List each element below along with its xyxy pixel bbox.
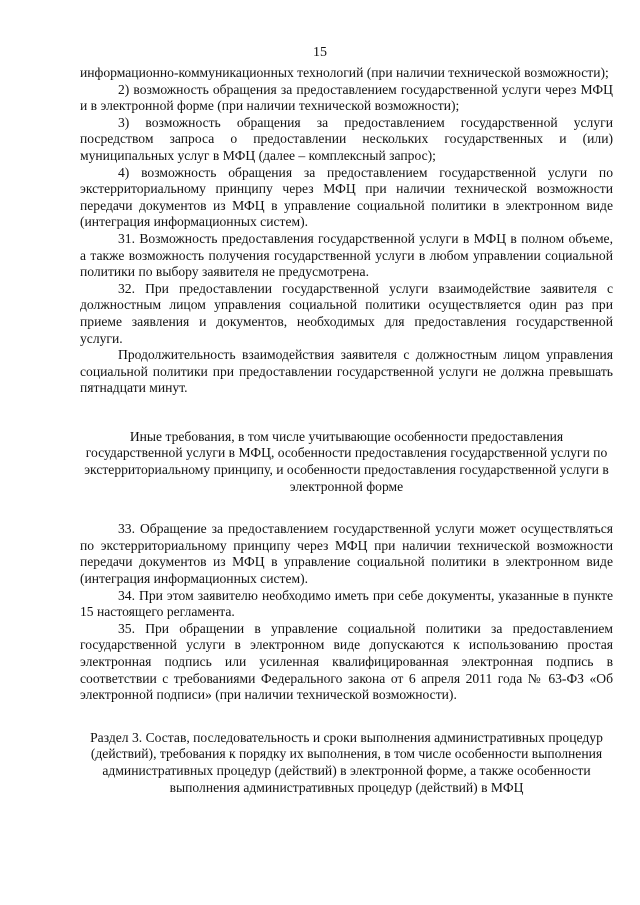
paragraph: 31. Возможность предоставления государственной услуги в МФЦ в полном объеме, а также возможность получения государственной услуги в любом управлении социальной политики по выбору заявителя не предусмотрена.: [80, 230, 613, 280]
section-heading: Иные требования, в том числе учитывающие особенности предоставления государственной услуги в МФЦ, особенности предоставления государственной услуги по экстерриториальному принципу, и особенности предоставления государственной услуги в электронной форме: [84, 428, 609, 494]
paragraph: Продолжительность взаимодействия заявителя с должностным лицом управления социальной политики при предоставлении государственной услуги не должна превышать пятнадцати минут.: [80, 347, 613, 396]
page-number: 15: [313, 45, 327, 60]
paragraph: 4) возможность обращения за предоставлением государственной услуги по экстерриториальному принципу через МФЦ при наличии технической возможности передачи документов из МФЦ в управление социальной политики в электронном виде (интеграция информационных систем).: [80, 164, 613, 230]
paragraph: 33. Обращение за предоставлением государственной услуги может осуществляться по экстерриториальному принципу через МФЦ при наличии технической возможности передачи документов из МФЦ в управление социальной политики в электронном виде (интеграция информационных систем).: [80, 521, 613, 587]
paragraph: 34. При этом заявителю необходимо иметь при себе документы, указанные в пункте 15 настоящего регламента.: [80, 587, 613, 620]
paragraph: 35. При обращении в управление социальной политики за предоставлением государственной услуги в электронном виде допускаются к использованию простая электронная подпись или усиленная квалифицированная электронная подпись в соответствии с требованиями Федерального закона от 6 апреля 2011 года № 63-ФЗ «Об электронной подписи» (при наличии технической возможности).: [80, 620, 613, 703]
paragraph: 3) возможность обращения за предоставлением государственной услуги посредством запроса о предоставлении нескольких государственных и (или) муниципальных услуг в МФЦ (далее – комплексный запрос);: [80, 114, 613, 163]
section-title: Раздел 3. Состав, последовательность и сроки выполнения административных процедур (действий), требования к порядку их выполнения, в том числе особенности выполнения административных процедур (действий) в электронной форме, а также особенности выполнения административных процедур (действий) в МФЦ: [90, 729, 603, 795]
paragraph: информационно-коммуникационных технологий (при наличии технической возможности);: [80, 65, 609, 80]
paragraph: 2) возможность обращения за предоставлением государственной услуги через МФЦ и в электронной форме (при наличии технической возможности);: [80, 81, 613, 114]
paragraph: 32. При предоставлении государственной услуги взаимодействие заявителя с должностным лицом управления социальной политики осуществляется один раз при приеме заявления и документов, необходимых для предоставления государственной услуги.: [80, 280, 613, 346]
document-body: [80, 65, 613, 796]
